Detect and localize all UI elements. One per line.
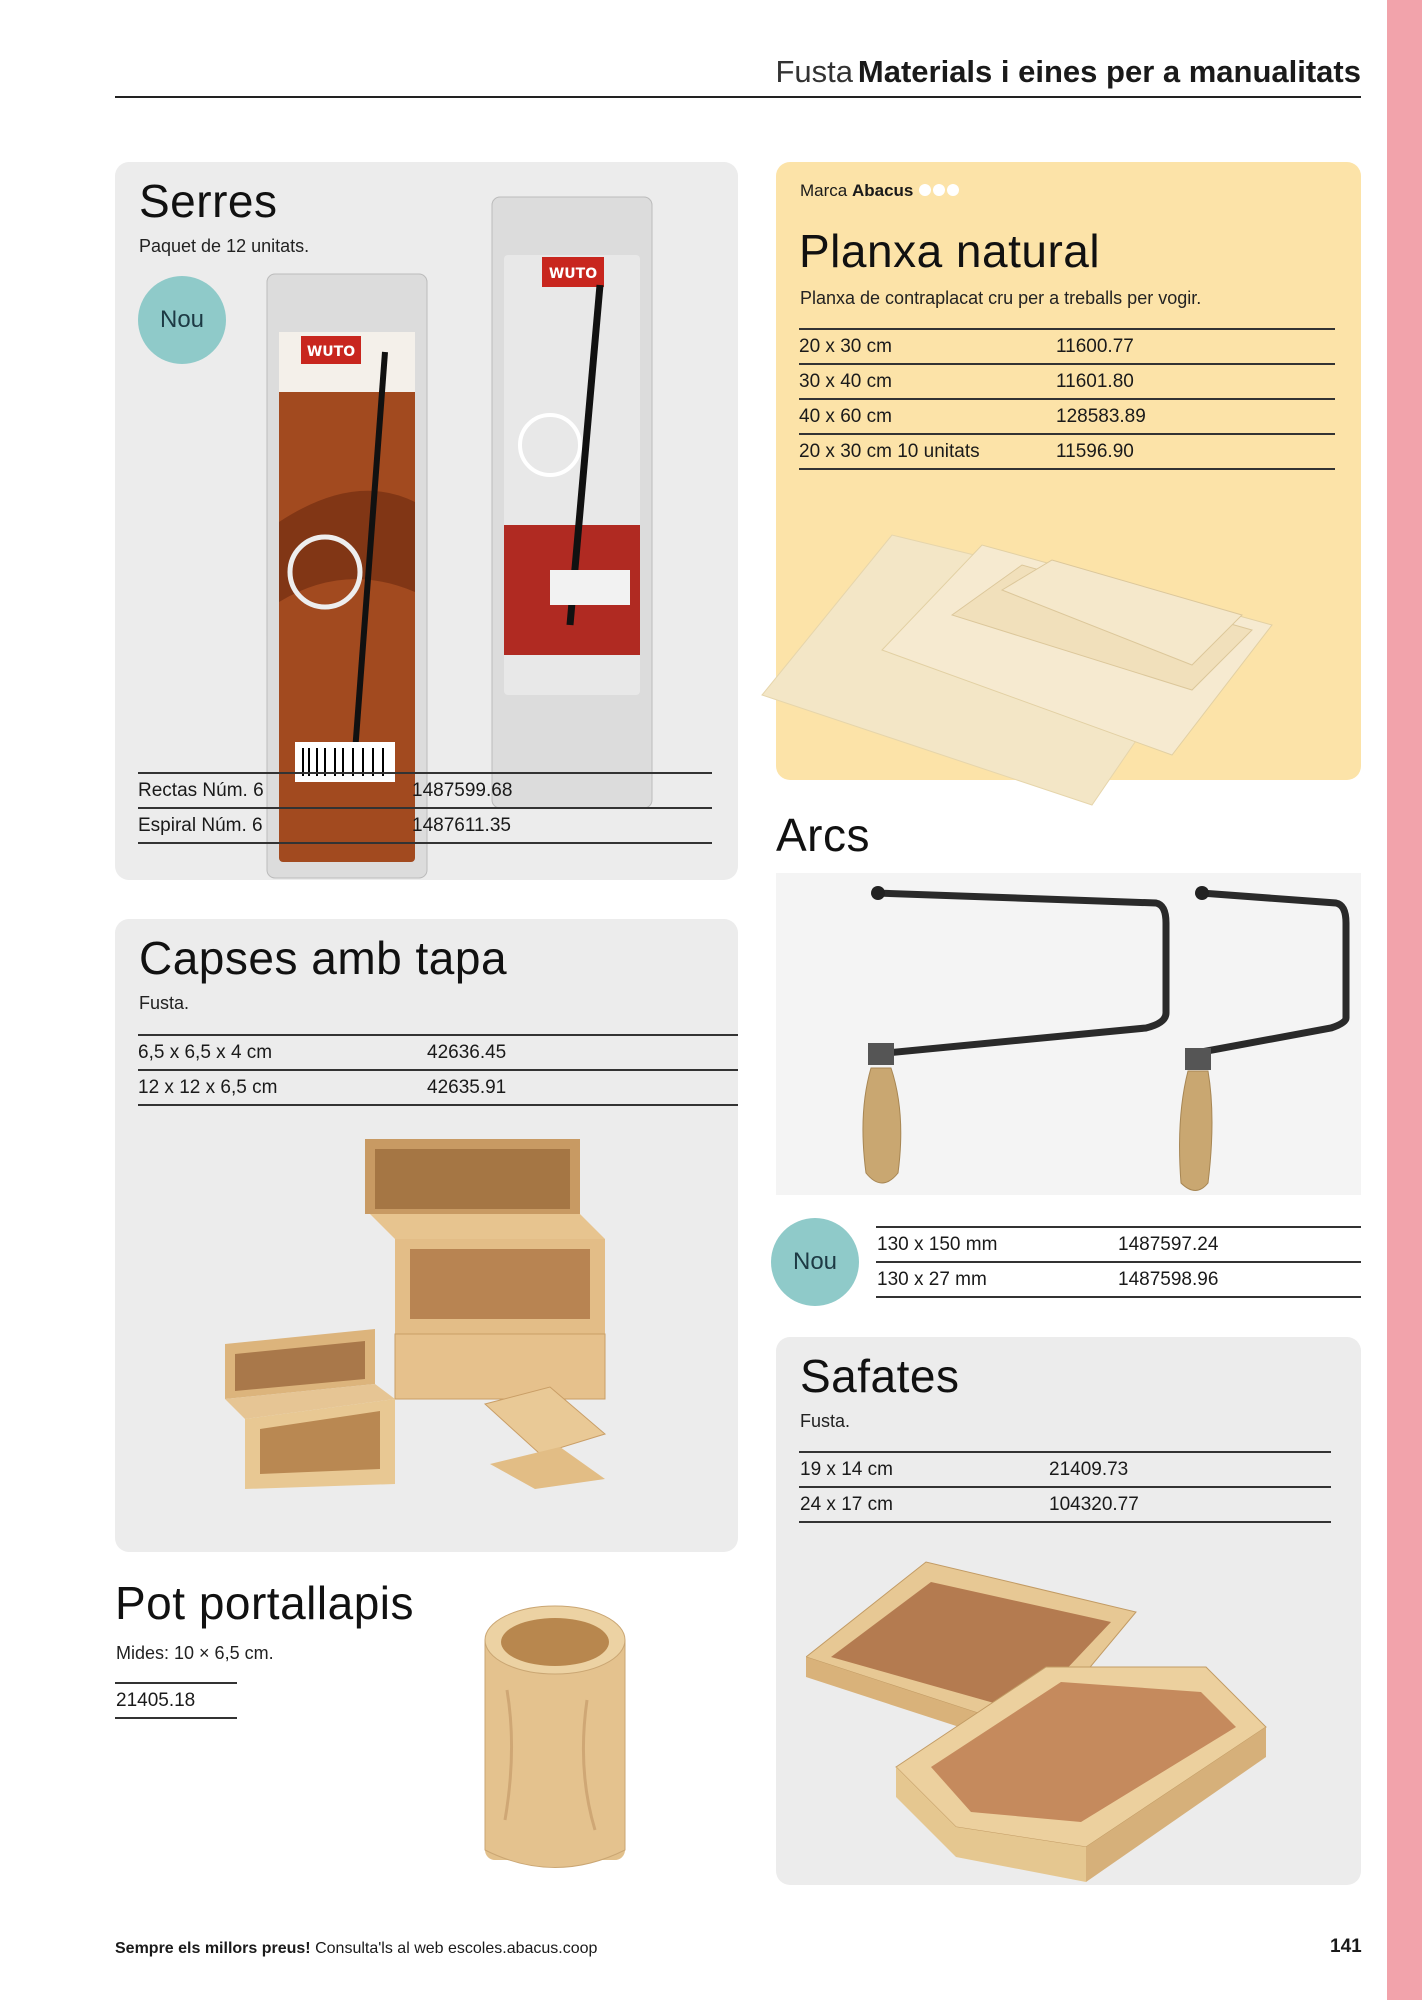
row-label: 30 x 40 cm xyxy=(799,371,892,392)
table-row xyxy=(876,1228,1361,1263)
spiral-blade-package-image xyxy=(490,195,655,810)
table-row xyxy=(138,809,712,844)
row-label: 130 x 27 mm xyxy=(877,1269,987,1290)
footer-bold: Sempre els millors preus! xyxy=(115,1940,311,1957)
planxa-spec-table xyxy=(799,328,1335,470)
row-label: 12 x 12 x 6,5 cm xyxy=(138,1077,278,1098)
planxa-title: Planxa natural xyxy=(799,225,1101,277)
capses-spec-table xyxy=(138,1034,738,1106)
table-row xyxy=(138,1036,738,1071)
row-code: 11600.77 xyxy=(1056,336,1134,357)
row-code: 11601.80 xyxy=(1056,371,1134,392)
safates-spec-table xyxy=(799,1451,1331,1523)
page-header xyxy=(115,52,1361,98)
package-brand: WUTO xyxy=(306,344,356,360)
row-label: 24 x 17 cm xyxy=(800,1494,893,1515)
row-label: Espiral Núm. 6 xyxy=(138,815,263,836)
table-row xyxy=(799,1488,1331,1523)
pencil-pot-image xyxy=(477,1600,632,1880)
header-title: Materials i eines per a manualitats xyxy=(857,54,1361,89)
coping-saw-frames-image xyxy=(776,873,1361,1195)
row-label: 20 x 30 cm 10 unitats xyxy=(799,441,980,462)
row-code: 21409.73 xyxy=(1049,1459,1129,1480)
row-code: 104320.77 xyxy=(1049,1494,1139,1515)
footer-note xyxy=(115,1940,597,1958)
pot-code-box xyxy=(115,1682,237,1719)
safates-subtitle: Fusta. xyxy=(800,1411,851,1431)
safates-title: Safates xyxy=(800,1350,960,1402)
wooden-boxes-image xyxy=(205,1129,655,1489)
side-color-stripe xyxy=(1387,0,1422,2000)
row-label: 40 x 60 cm xyxy=(799,406,892,427)
table-row xyxy=(799,330,1335,365)
brand-name: Abacus xyxy=(851,181,914,200)
page-number: 141 xyxy=(1330,1936,1362,1957)
table-row xyxy=(138,774,712,809)
table-row xyxy=(799,1453,1331,1488)
row-code: 1487611.35 xyxy=(412,815,511,836)
row-code: 128583.89 xyxy=(1056,406,1146,427)
row-code: 11596.90 xyxy=(1056,441,1134,462)
serres-title: Serres xyxy=(139,175,278,227)
capses-card xyxy=(115,919,738,1552)
safates-card xyxy=(776,1337,1361,1885)
brand-dots-icon xyxy=(918,182,960,202)
footer-text: Consulta'ls al web escoles.abacus.coop xyxy=(315,1940,598,1957)
row-code: 1487599.68 xyxy=(412,780,513,801)
row-label: 20 x 30 cm xyxy=(799,336,892,357)
capses-title: Capses amb tapa xyxy=(139,932,508,984)
pot-title: Pot portallapis xyxy=(115,1577,414,1629)
capses-subtitle: Fusta. xyxy=(139,993,190,1013)
table-row xyxy=(799,365,1335,400)
header-category: Fusta xyxy=(775,54,853,89)
table-row xyxy=(138,1071,738,1106)
brand-line xyxy=(800,181,960,202)
pot-code: 21405.18 xyxy=(116,1690,196,1711)
row-code: 1487597.24 xyxy=(1118,1234,1219,1255)
row-code: 1487598.96 xyxy=(1118,1269,1219,1290)
serres-card xyxy=(115,162,738,880)
new-badge: Nou xyxy=(771,1218,859,1306)
table-row xyxy=(799,435,1335,470)
arcs-title: Arcs xyxy=(776,809,870,861)
serres-spec-table xyxy=(138,772,712,844)
brand-prefix: Marca xyxy=(800,181,848,200)
table-row xyxy=(799,400,1335,435)
row-code: 42636.45 xyxy=(427,1042,507,1063)
row-label: 130 x 150 mm xyxy=(877,1234,998,1255)
row-label: 19 x 14 cm xyxy=(800,1459,893,1480)
pot-subtitle: Mides: 10 × 6,5 cm. xyxy=(116,1643,274,1663)
new-badge: Nou xyxy=(138,276,226,364)
row-code: 42635.91 xyxy=(427,1077,507,1098)
plywood-sheets-image xyxy=(752,515,1332,815)
serres-subtitle: Paquet de 12 unitats. xyxy=(139,236,310,256)
wooden-trays-image xyxy=(806,1557,1346,1887)
planxa-subtitle: Planxa de contraplacat cru per a treballs per vogir. xyxy=(800,288,1202,308)
row-label: 6,5 x 6,5 x 4 cm xyxy=(138,1042,273,1063)
table-row xyxy=(876,1263,1361,1298)
package-brand: WUTO xyxy=(548,266,598,282)
arcs-spec-table xyxy=(876,1226,1361,1298)
row-label: Rectas Núm. 6 xyxy=(138,780,264,801)
